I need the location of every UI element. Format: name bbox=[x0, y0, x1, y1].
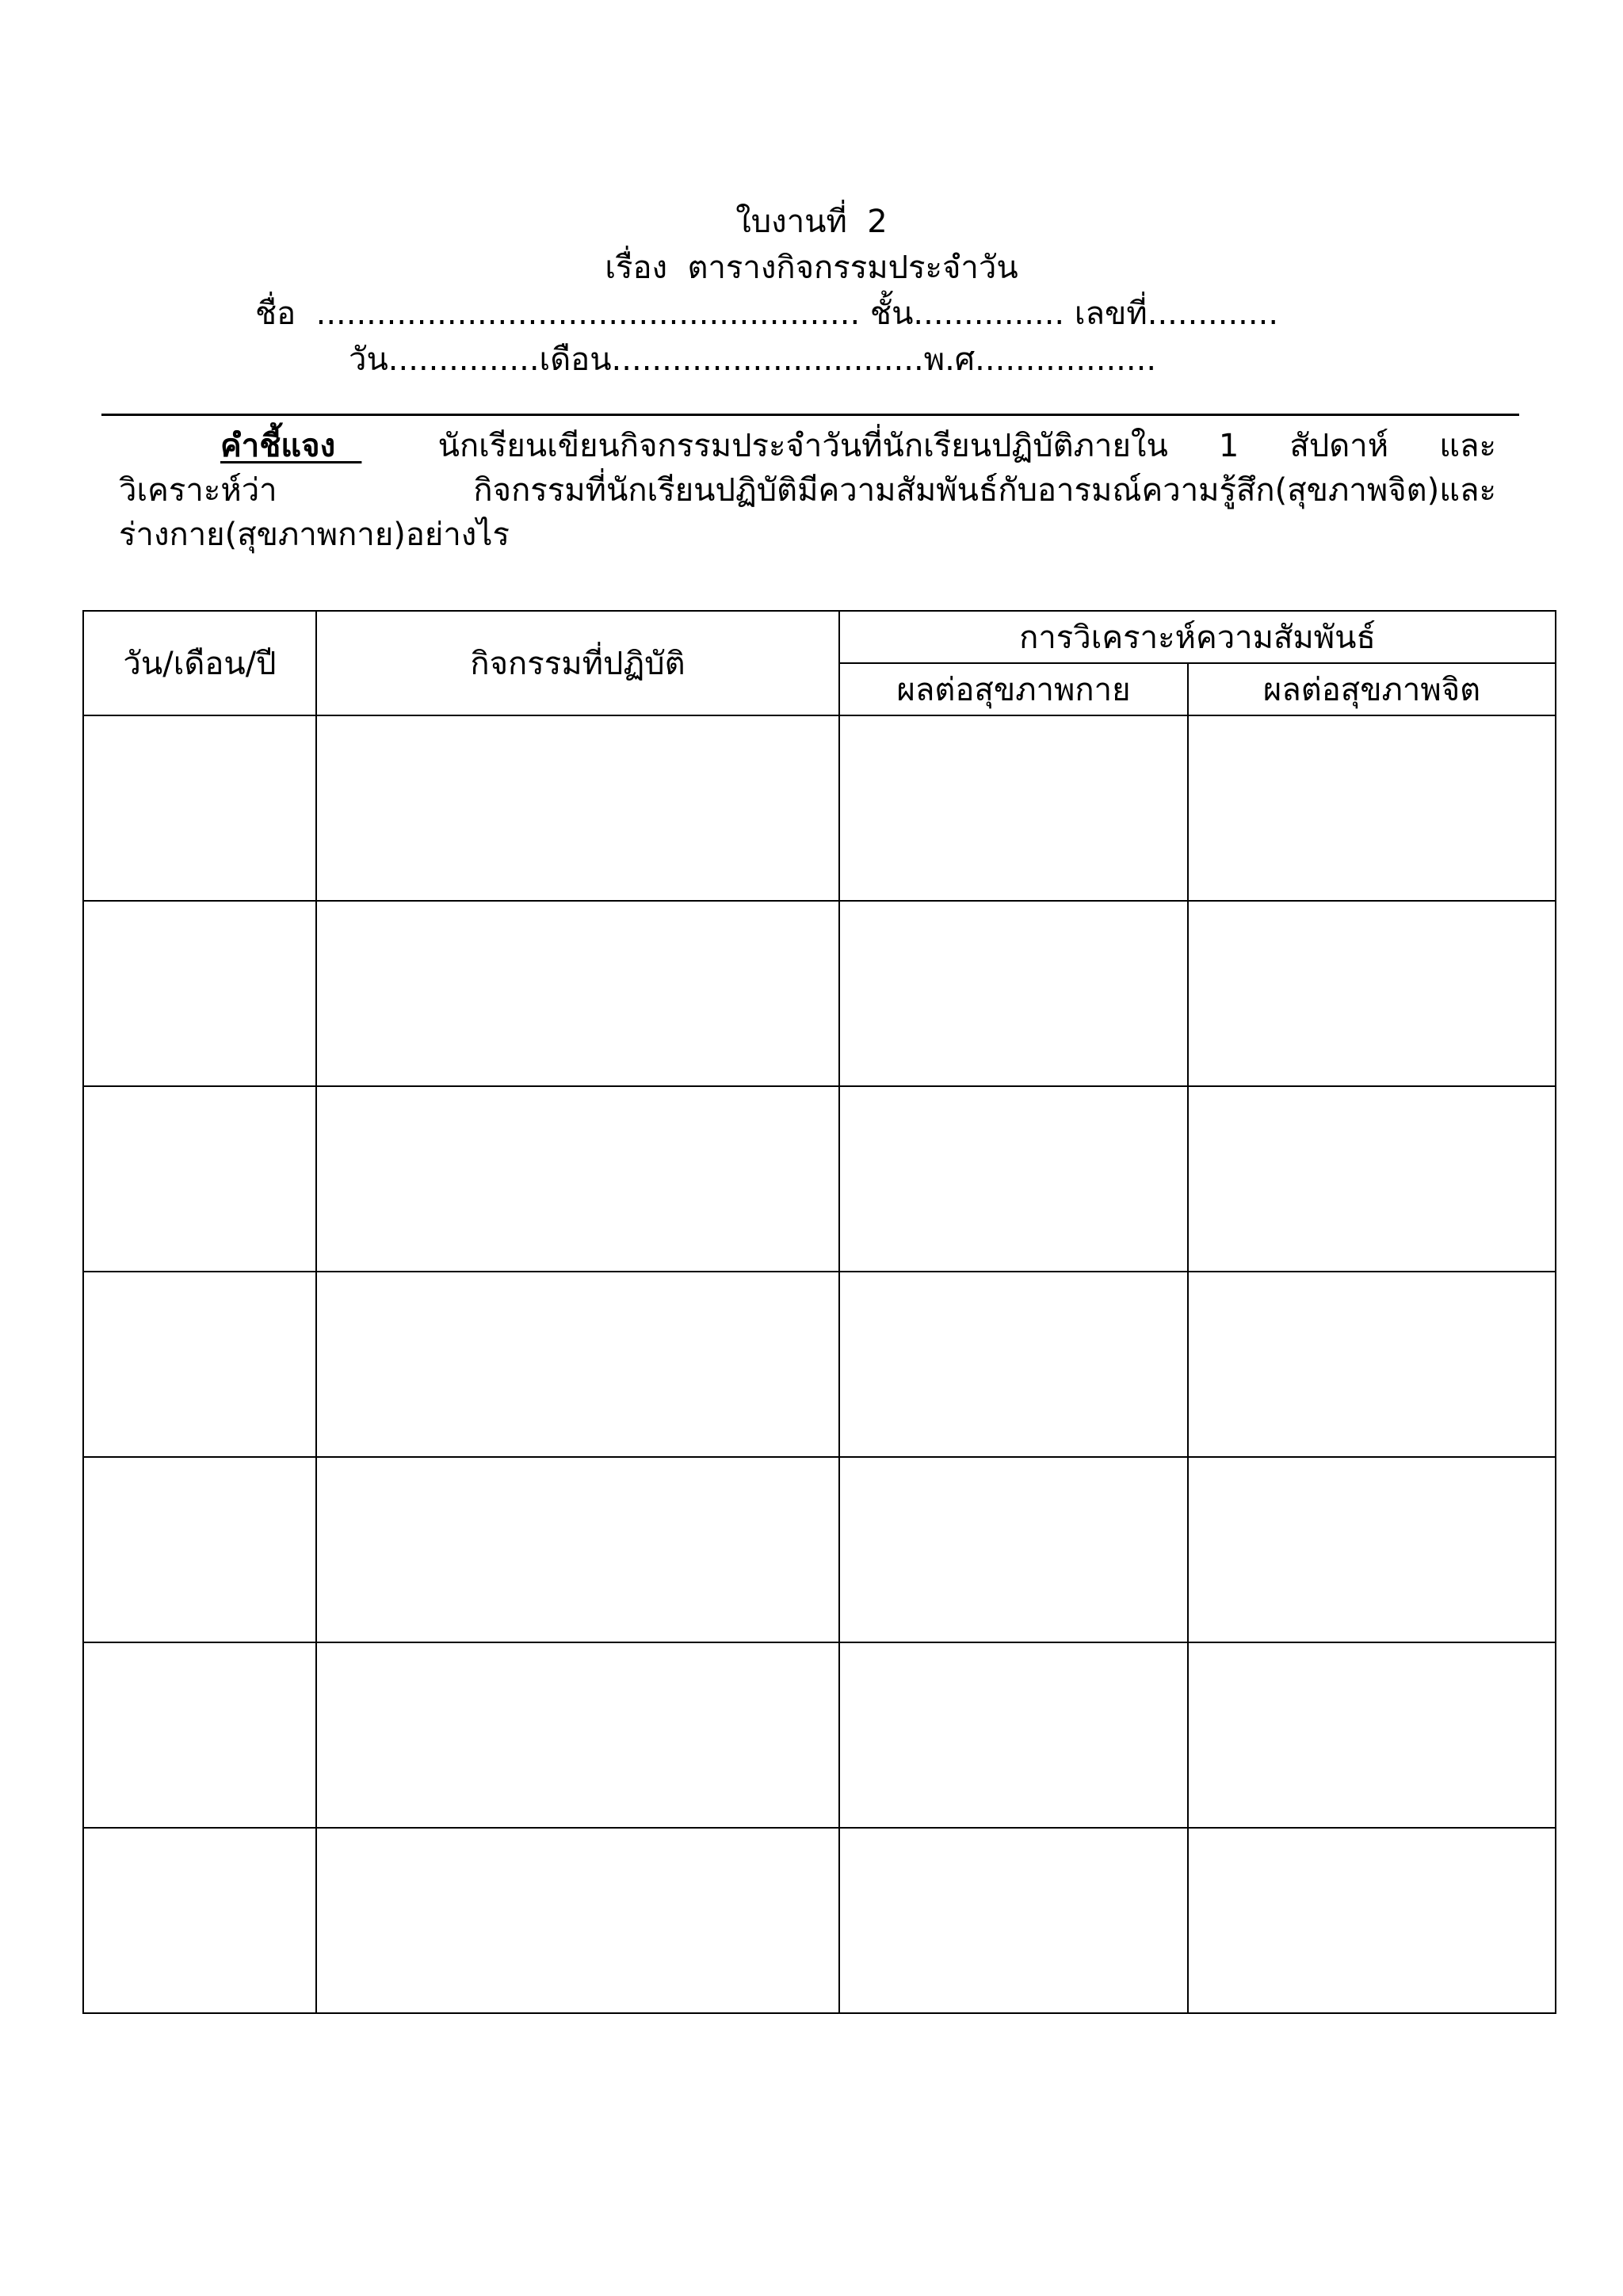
instructions-line-3: ร่างกาย(สุขภาพกาย)อย่างไร bbox=[119, 517, 510, 553]
mental-effect-cell[interactable] bbox=[1188, 901, 1556, 1086]
activity-cell[interactable] bbox=[316, 715, 839, 901]
table-row bbox=[83, 1272, 1556, 1457]
instructions-line-1 bbox=[119, 424, 1496, 468]
header-mental-effect: ผลต่อสุขภาพจิต bbox=[1188, 663, 1556, 715]
header-analysis: การวิเคราะห์ความสัมพันธ์ bbox=[839, 611, 1556, 663]
mental-effect-cell[interactable] bbox=[1188, 1272, 1556, 1457]
date-line: วัน...............เดือน...............................พ.ศ.................. bbox=[349, 341, 1157, 378]
name-class-number-line: ชื่อ ...................................................... ชั้น............... เลขที่............. bbox=[255, 296, 1279, 332]
header-date: วัน/เดือน/ปี bbox=[83, 611, 316, 715]
physical-effect-cell[interactable] bbox=[839, 1642, 1188, 1828]
table-row bbox=[83, 1086, 1556, 1272]
table-row bbox=[83, 901, 1556, 1086]
date-cell[interactable] bbox=[83, 1272, 316, 1457]
worksheet-title: ใบงานที่ 2 bbox=[735, 204, 888, 240]
date-cell[interactable] bbox=[83, 1457, 316, 1642]
date-cell[interactable] bbox=[83, 901, 316, 1086]
activity-cell[interactable] bbox=[316, 1642, 839, 1828]
activity-cell[interactable] bbox=[316, 1457, 839, 1642]
instructions bbox=[119, 424, 1496, 557]
header-activity: กิจกรรมที่ปฏิบัติ bbox=[316, 611, 839, 715]
date-cell[interactable] bbox=[83, 1642, 316, 1828]
physical-effect-cell[interactable] bbox=[839, 715, 1188, 901]
table-row bbox=[83, 1642, 1556, 1828]
mental-effect-cell[interactable] bbox=[1188, 715, 1556, 901]
instructions-text-1: นักเรียนเขียนกิจกรรมประจำวันที่นักเรียนปฏิบัติภายใน 1 สัปดาห์ และ bbox=[361, 428, 1497, 464]
table-header-row bbox=[83, 611, 1556, 663]
date-cell[interactable] bbox=[83, 1828, 316, 2013]
mental-effect-cell[interactable] bbox=[1188, 1086, 1556, 1272]
physical-effect-cell[interactable] bbox=[839, 1272, 1188, 1457]
worksheet-subject: เรื่อง ตารางกิจกรรมประจำวัน bbox=[605, 250, 1018, 286]
activity-cell[interactable] bbox=[316, 1086, 839, 1272]
header-divider bbox=[101, 414, 1519, 416]
table-row bbox=[83, 1828, 1556, 2013]
mental-effect-cell[interactable] bbox=[1188, 1642, 1556, 1828]
activity-cell[interactable] bbox=[316, 901, 839, 1086]
date-cell[interactable] bbox=[83, 1086, 316, 1272]
physical-effect-cell[interactable] bbox=[839, 901, 1188, 1086]
mental-effect-cell[interactable] bbox=[1188, 1828, 1556, 2013]
table-row bbox=[83, 715, 1556, 901]
instructions-lead: คำชี้แจง bbox=[220, 428, 362, 464]
physical-effect-cell[interactable] bbox=[839, 1457, 1188, 1642]
activity-cell[interactable] bbox=[316, 1828, 839, 2013]
activity-cell[interactable] bbox=[316, 1272, 839, 1457]
header-physical-effect: ผลต่อสุขภาพกาย bbox=[839, 663, 1188, 715]
activity-table bbox=[82, 610, 1556, 2014]
table-row bbox=[83, 1457, 1556, 1642]
instructions-line-2: วิเคราะห์ว่า กิจกรรมที่นักเรียนปฏิบัติมีความสัมพันธ์กับอารมณ์ความรู้สึก(สุขภาพจิต)และ bbox=[119, 472, 1496, 509]
physical-effect-cell[interactable] bbox=[839, 1828, 1188, 2013]
physical-effect-cell[interactable] bbox=[839, 1086, 1188, 1272]
date-cell[interactable] bbox=[83, 715, 316, 901]
mental-effect-cell[interactable] bbox=[1188, 1457, 1556, 1642]
